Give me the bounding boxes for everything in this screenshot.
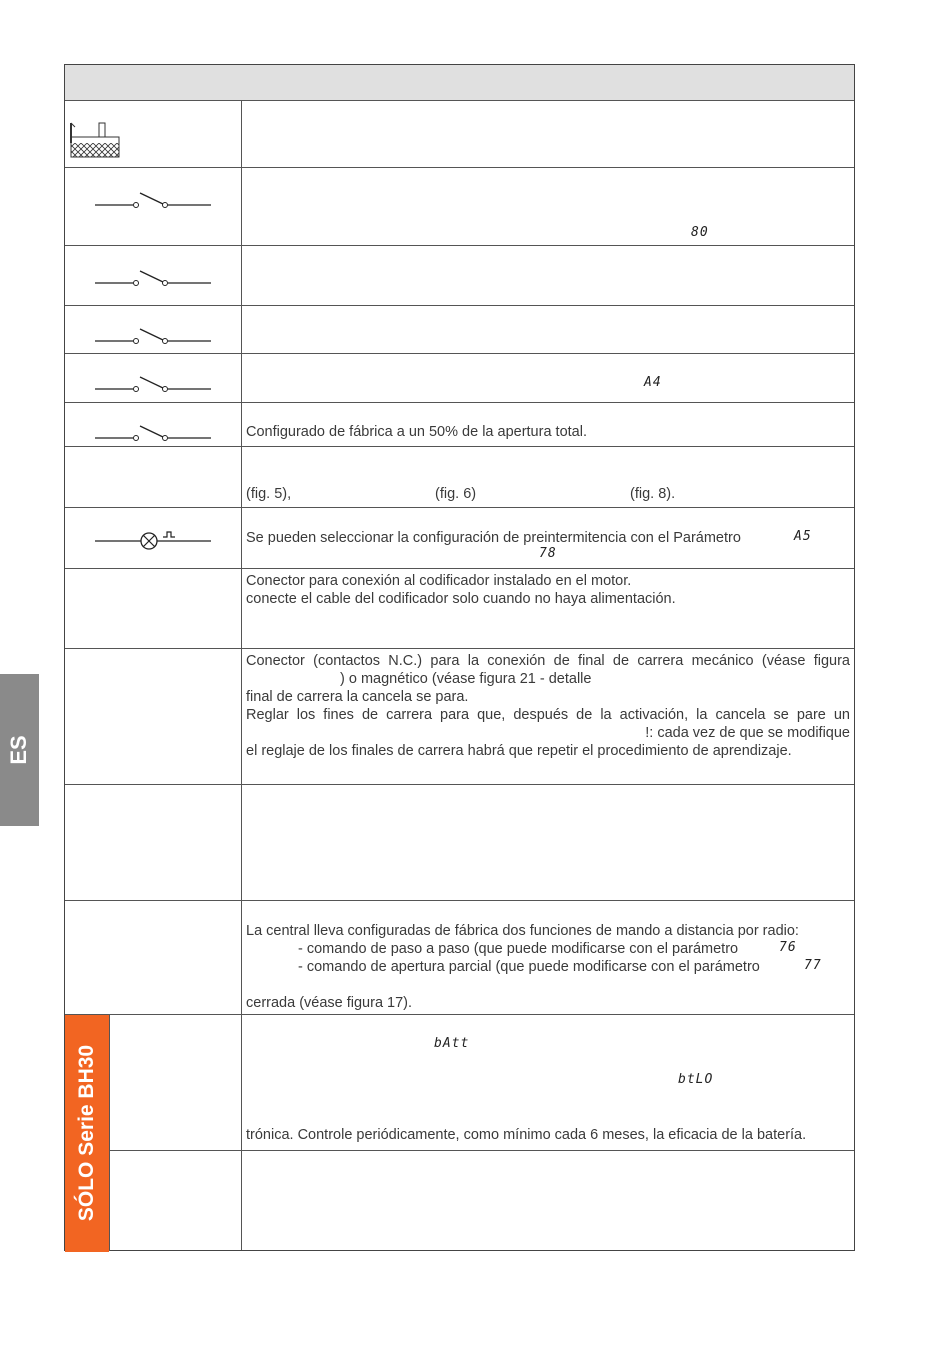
- display-code: btLO: [678, 1072, 714, 1087]
- row-description: Conector para conexión al codificador instalado en el motor. conecte el cable del codificador solo cuando no haya alimentación.: [246, 573, 676, 607]
- row-description: Se pueden seleccionar la configuración de preintermitencia con el Parámetro: [246, 530, 741, 546]
- table-row: [65, 168, 854, 246]
- connections-table: [64, 64, 855, 1251]
- switch-contact-icon: [93, 268, 213, 288]
- table-row: [65, 354, 854, 403]
- bh30-series-label: SÓLO Serie BH30: [75, 1044, 98, 1222]
- table-row: [65, 246, 854, 306]
- table-row: [65, 1015, 854, 1151]
- table-row: [65, 403, 854, 447]
- column-divider: [109, 1015, 110, 1251]
- bh30-series-band: [65, 1015, 109, 1252]
- switch-contact-icon: [93, 374, 213, 394]
- switch-contact-icon: [93, 423, 213, 443]
- row-description: Conector (contactos N.C.) para la conexión de final de carrera mecánico (véase figura ) o magnético (véase figura 21 - detalle final de carrera la cancela se para. Reglar los fines de carrera para que, después de la activación, la cancela se pare un !: cada vez de que se modifique el reglaje de los finales de carrera habrá que repetir el procedimiento de aprendizaje.: [246, 653, 850, 759]
- display-code: 80: [691, 225, 709, 240]
- switch-contact-icon: [93, 190, 213, 210]
- table-row: [65, 101, 854, 168]
- display-code: 78: [539, 546, 557, 561]
- language-tab-label: ES: [6, 735, 31, 765]
- display-code: A4: [644, 375, 662, 390]
- display-code: 76: [779, 940, 797, 955]
- figure-ref: (fig. 5),: [246, 486, 292, 502]
- row-description: trónica. Controle periódicamente, como mínimo cada 6 meses, la eficacia de la batería.: [246, 1127, 807, 1143]
- figure-ref: (fig. 6): [435, 486, 477, 502]
- display-code: bAtt: [434, 1036, 470, 1051]
- table-row: [65, 785, 854, 901]
- flashing-lamp-icon: [93, 528, 213, 552]
- row-description: La central lleva configuradas de fábrica dos funciones de mando a distancia por radio: - comando de paso a paso (que puede modificarse con el parámetro - comando de apertura parcial (que puede modificarse con el parámetro cerrada (véase figura 17).: [246, 923, 799, 1011]
- table-row: [65, 649, 854, 785]
- terminal-block-icon: [69, 119, 123, 163]
- table-row: [65, 1151, 854, 1251]
- display-code: 77: [804, 958, 822, 973]
- table-row: [65, 569, 854, 649]
- table-row: [65, 447, 854, 508]
- display-code: A5: [794, 529, 812, 544]
- switch-contact-icon: [93, 326, 213, 346]
- table-row: [65, 901, 854, 1015]
- figure-ref: (fig. 8).: [630, 486, 676, 502]
- row-description: Configurado de fábrica a un 50% de la apertura total.: [246, 424, 587, 440]
- table-header: [65, 65, 854, 101]
- table-row: [65, 306, 854, 354]
- table-row: [65, 508, 854, 569]
